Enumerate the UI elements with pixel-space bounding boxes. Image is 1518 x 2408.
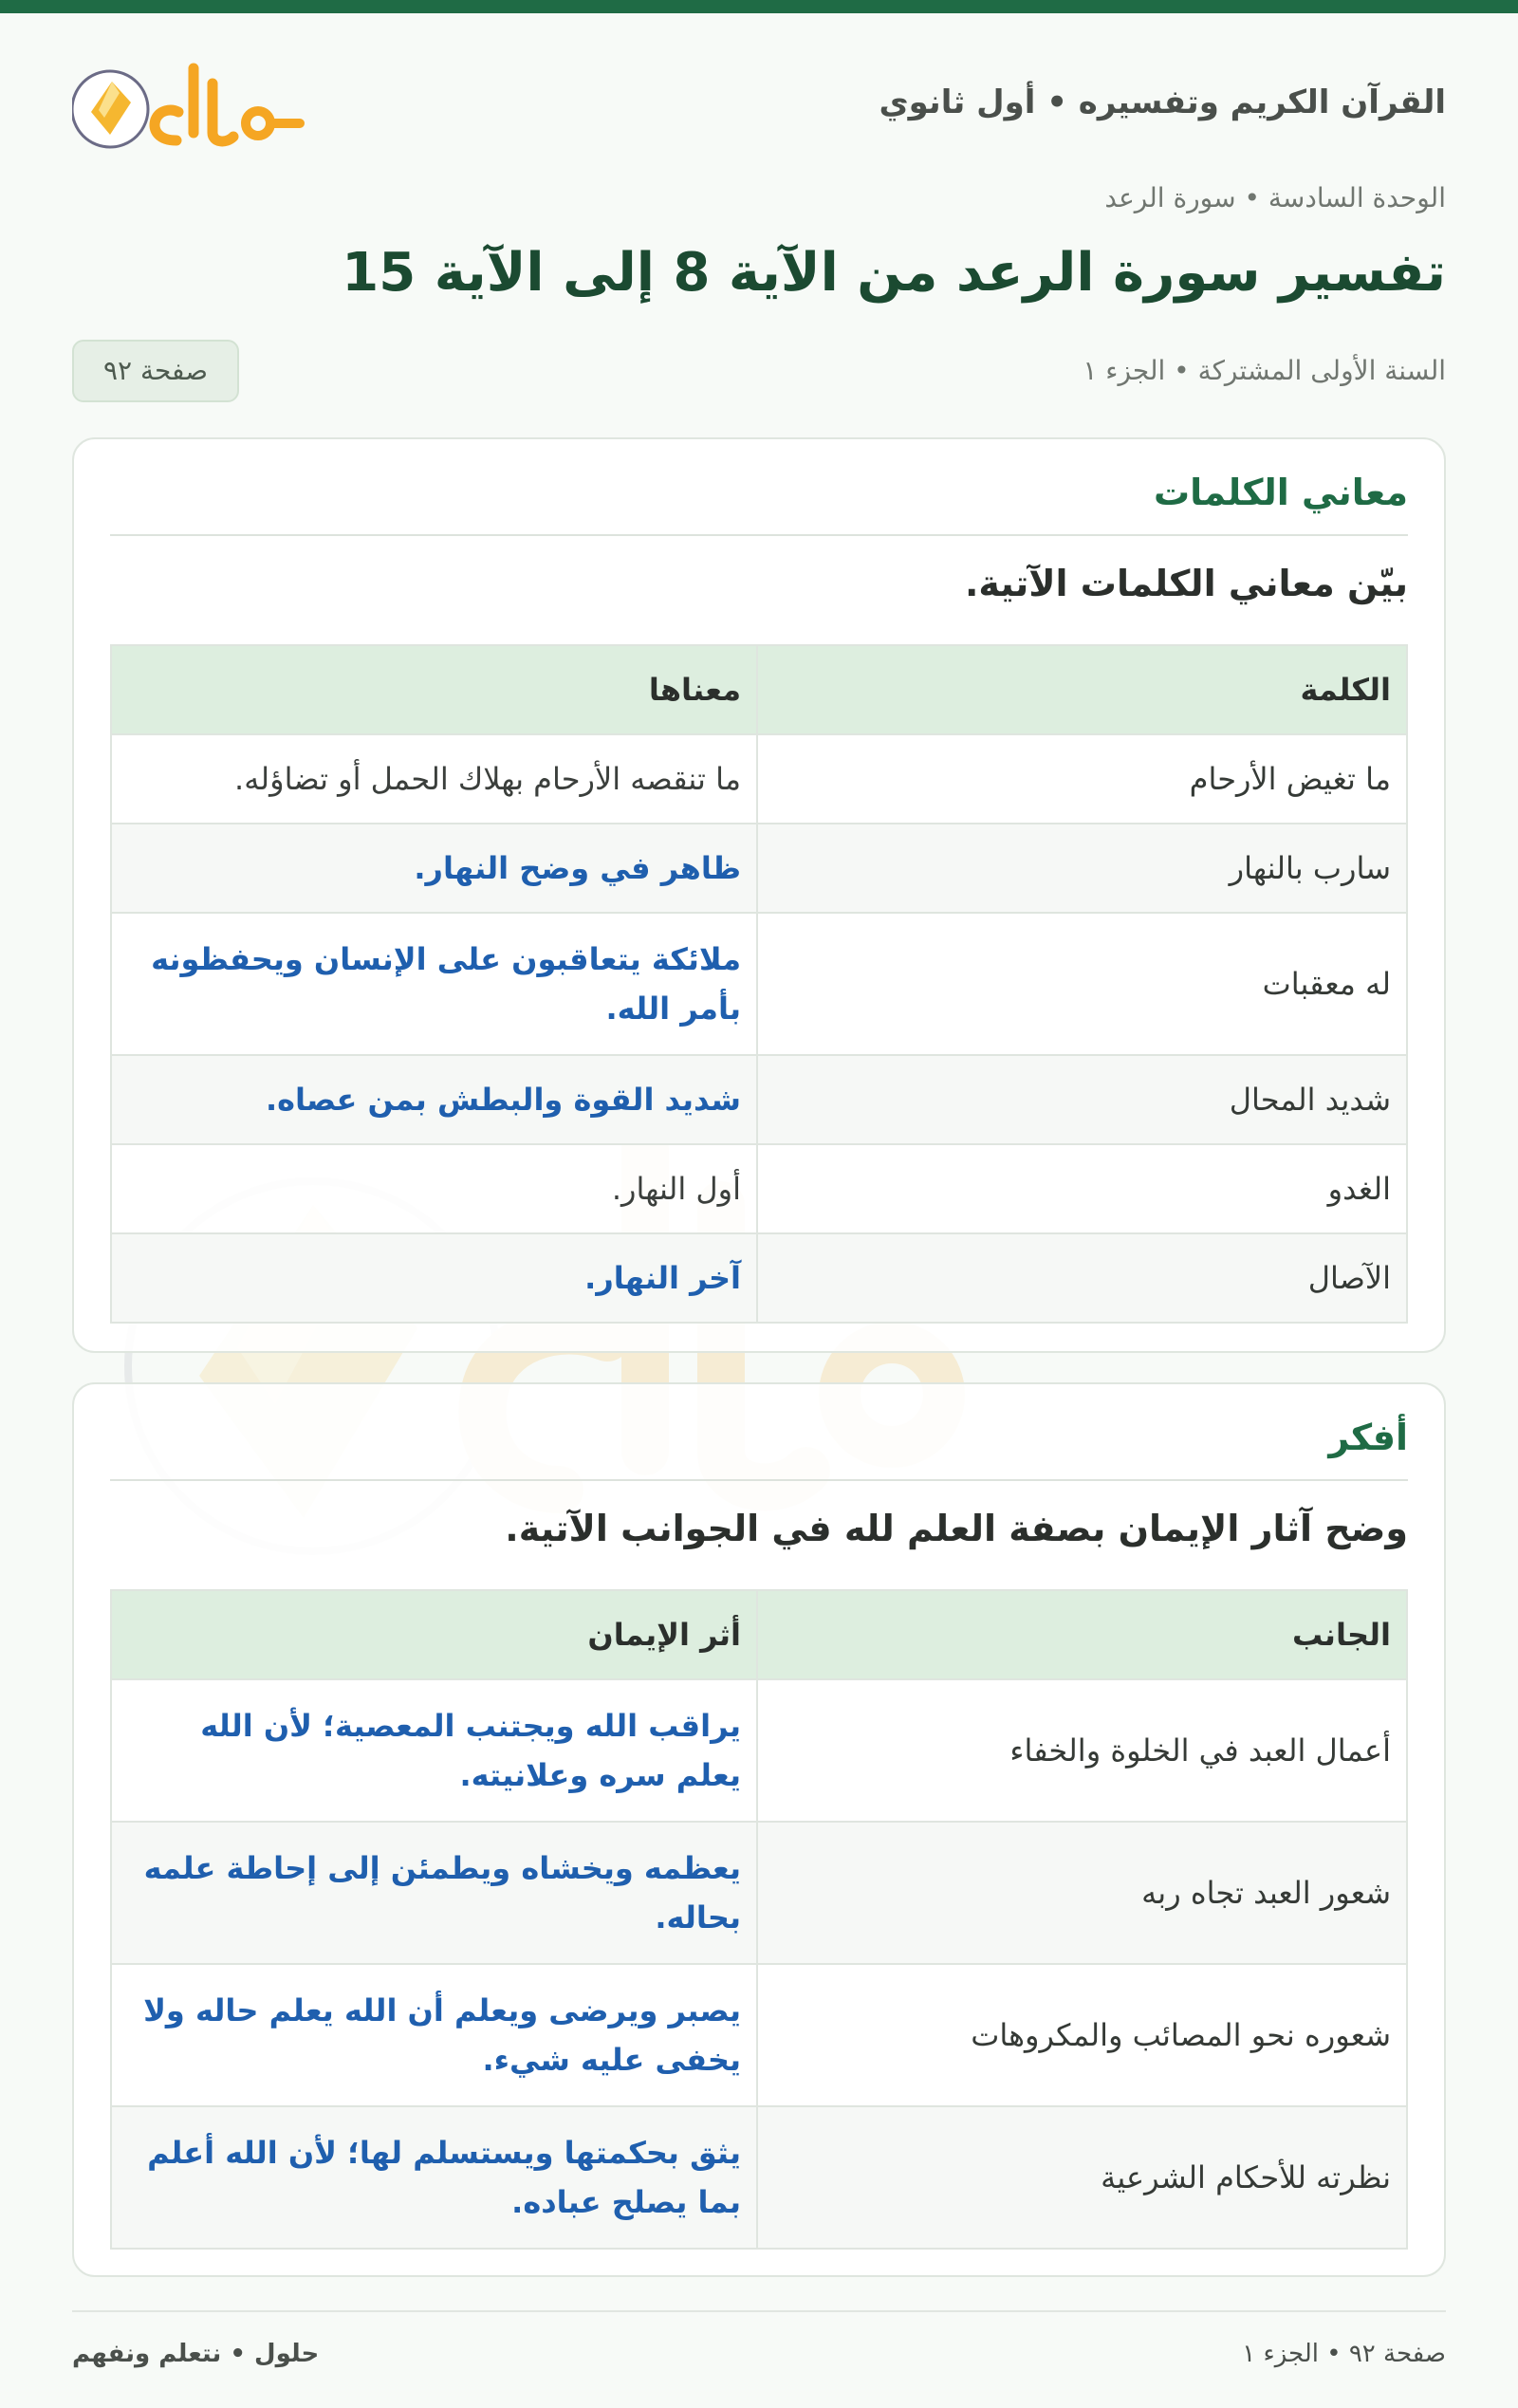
effect-cell: يصبر ويرضى ويعلم أن الله يعلم حاله ولا يخفى عليه شيء. bbox=[111, 1964, 757, 2106]
section-heading: معاني الكلمات bbox=[1153, 472, 1408, 513]
top-accent-bar bbox=[0, 0, 1518, 13]
aspect-cell: أعمال العبد في الخلوة والخفاء bbox=[757, 1679, 1407, 1822]
column-header-word: الكلمة bbox=[757, 645, 1407, 734]
word-cell: الآصال bbox=[757, 1233, 1407, 1323]
effect-cell: يعظمه ويخشاه ويطمئن إلى إحاطة علمه بحاله. bbox=[111, 1822, 757, 1964]
question-text: وضح آثار الإيمان بصفة العلم لله في الجوانب الآتية. bbox=[505, 1508, 1408, 1549]
reflection-card bbox=[72, 1382, 1446, 2277]
footer-divider bbox=[72, 2310, 1446, 2312]
footer-page-info: صفحة ٩٢ • الجزء ١ bbox=[1242, 2340, 1446, 2368]
aspect-cell: نظرته للأحكام الشرعية bbox=[757, 2106, 1407, 2249]
table-row bbox=[111, 1055, 1407, 1144]
table-header-row bbox=[111, 1590, 1407, 1679]
course-title: القرآن الكريم وتفسيره • أول ثانوي bbox=[879, 83, 1446, 121]
word-meanings-card bbox=[72, 437, 1446, 1353]
hulul-logo[interactable] bbox=[72, 57, 319, 157]
breadcrumb: الوحدة السادسة • سورة الرعد bbox=[1104, 182, 1446, 213]
course-meta: السنة الأولى المشتركة • الجزء ١ bbox=[1083, 355, 1446, 386]
meaning-cell: ما تنقصه الأرحام بهلاك الحمل أو تضاؤله. bbox=[111, 734, 757, 824]
word-cell: له معقبات bbox=[757, 913, 1407, 1055]
meaning-cell: شديد القوة والبطش بمن عصاه. bbox=[111, 1055, 757, 1144]
faith-effects-table bbox=[110, 1589, 1408, 2250]
aspect-cell: شعوره نحو المصائب والمكروهات bbox=[757, 1964, 1407, 2106]
meaning-cell: ملائكة يتعاقبون على الإنسان ويحفظونه بأمر الله. bbox=[111, 913, 757, 1055]
word-meanings-table bbox=[110, 644, 1408, 1324]
section-heading-row bbox=[110, 472, 1408, 536]
column-header-effect: أثر الإيمان bbox=[111, 1590, 757, 1679]
table-row bbox=[111, 1233, 1407, 1323]
effect-cell: يراقب الله ويجتنب المعصية؛ لأن الله يعلم سره وعلانيته. bbox=[111, 1679, 757, 1822]
effect-cell: يثق بحكمتها ويستسلم لها؛ لأن الله أعلم بما يصلح عباده. bbox=[111, 2106, 757, 2249]
page-header bbox=[72, 57, 1446, 157]
section-heading-row bbox=[110, 1417, 1408, 1481]
aspect-cell: شعور العبد تجاه ربه bbox=[757, 1822, 1407, 1964]
page-title: تفسير سورة الرعد من الآية 8 إلى الآية 15 bbox=[342, 242, 1446, 304]
table-header-row bbox=[111, 645, 1407, 734]
section-heading: أفكر bbox=[1328, 1417, 1408, 1458]
meaning-cell: آخر النهار. bbox=[111, 1233, 757, 1323]
word-cell: الغدو bbox=[757, 1144, 1407, 1233]
question-text: بيّن معاني الكلمات الآتية. bbox=[964, 563, 1408, 604]
meaning-cell: ظاهر في وضح النهار. bbox=[111, 824, 757, 913]
table-row bbox=[111, 734, 1407, 824]
column-header-aspect: الجانب bbox=[757, 1590, 1407, 1679]
meaning-cell: أول النهار. bbox=[111, 1144, 757, 1233]
word-cell: ما تغيض الأرحام bbox=[757, 734, 1407, 824]
table-row bbox=[111, 824, 1407, 913]
page-number-badge: صفحة ٩٢ bbox=[72, 340, 239, 402]
column-header-meaning: معناها bbox=[111, 645, 757, 734]
table-row bbox=[111, 2106, 1407, 2249]
word-cell: شديد المحال bbox=[757, 1055, 1407, 1144]
table-row bbox=[111, 1679, 1407, 1822]
table-row bbox=[111, 1144, 1407, 1233]
table-row bbox=[111, 1964, 1407, 2106]
table-row bbox=[111, 913, 1407, 1055]
table-row bbox=[111, 1822, 1407, 1964]
word-cell: سارب بالنهار bbox=[757, 824, 1407, 913]
footer-brand: حلول • نتعلم ونفهم bbox=[72, 2340, 320, 2368]
